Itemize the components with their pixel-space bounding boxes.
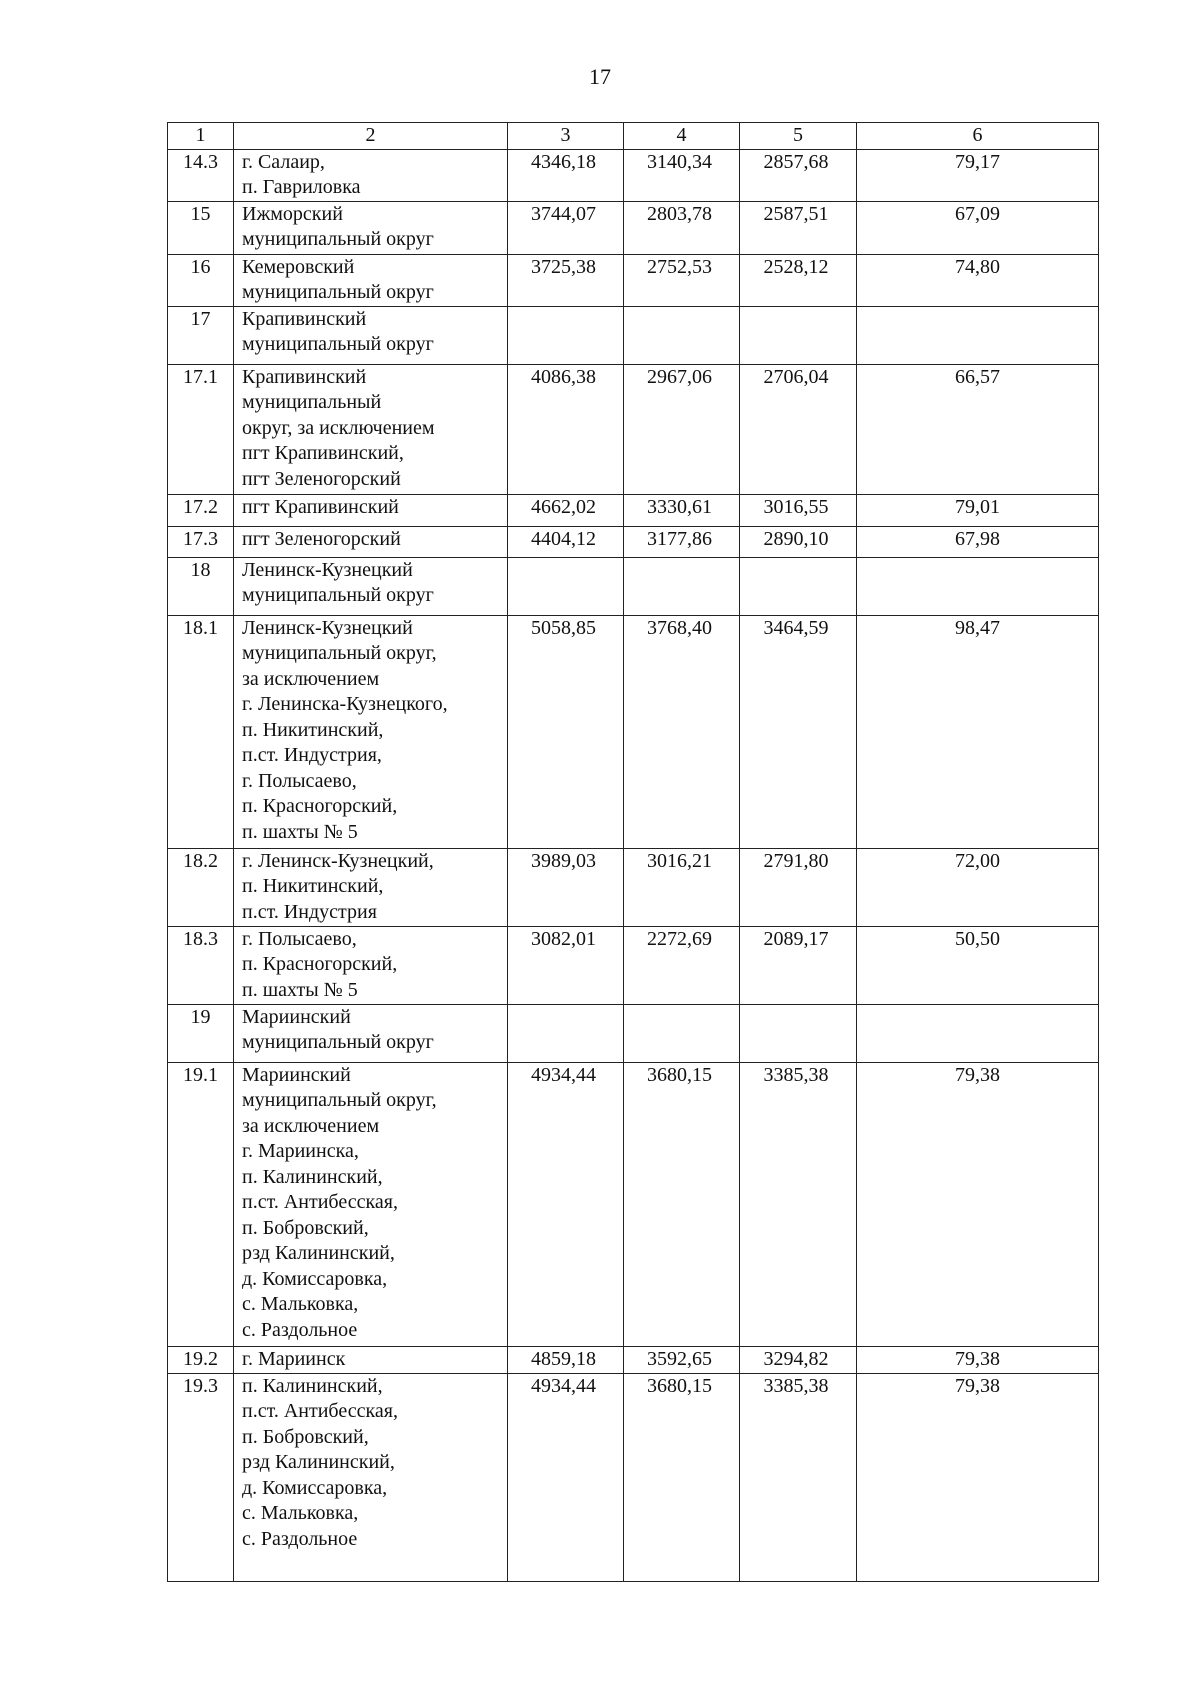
territory-name-cell <box>234 926 508 1004</box>
territory-name-line: с. Раздольное <box>242 1527 358 1550</box>
value-cell-c4 <box>624 1004 740 1062</box>
territory-name-line: п. Калининский, <box>242 1374 383 1397</box>
table-row <box>168 1062 1099 1346</box>
value-cell-c6 <box>857 306 1099 364</box>
territory-name-line: Ленинск-Кузнецкий <box>242 558 413 581</box>
tariff-table <box>167 122 1099 1582</box>
territory-name-line: пгт Крапивинский <box>242 495 399 518</box>
territory-name-cell <box>234 1062 508 1346</box>
value-cell-c4: 3140,34 <box>624 149 740 201</box>
value-cell-c4: 2752,53 <box>624 254 740 306</box>
value-cell-c3: 3744,07 <box>508 201 624 254</box>
row-number-cell: 16 <box>168 254 234 306</box>
value-cell-c5 <box>740 306 857 364</box>
territory-name-cell <box>234 149 508 201</box>
territory-name-line: г. Салаир, <box>242 150 325 173</box>
territory-name-cell <box>234 201 508 254</box>
value-cell-c4: 3768,40 <box>624 615 740 848</box>
value-cell-c5 <box>740 557 857 615</box>
table-row <box>168 1004 1099 1062</box>
territory-name-line: п. Никитинский, <box>242 875 384 897</box>
row-number-cell: 18.3 <box>168 926 234 1004</box>
value-cell-c6 <box>857 1004 1099 1062</box>
table-row <box>168 557 1099 615</box>
value-cell-c5: 2706,04 <box>740 364 857 494</box>
territory-name-line: Кемеровский <box>242 255 355 278</box>
row-number-cell: 19.1 <box>168 1062 234 1346</box>
territory-name-line: Крапивинский <box>242 365 367 388</box>
territory-name-line: п. шахты № 5 <box>242 820 358 843</box>
value-cell-c3 <box>508 557 624 615</box>
value-cell-c6: 79,01 <box>857 494 1099 526</box>
value-cell-c5: 2089,17 <box>740 926 857 1004</box>
territory-name-line: д. Комиссаровка, <box>242 1267 388 1290</box>
value-cell-c4: 3680,15 <box>624 1373 740 1581</box>
territory-name-line: Мариинский <box>242 1005 351 1028</box>
header-cell-4: 4 <box>624 123 740 150</box>
table-row <box>168 201 1099 254</box>
value-cell-c3: 4346,18 <box>508 149 624 201</box>
table-row <box>168 526 1099 557</box>
value-cell-c4: 3592,65 <box>624 1346 740 1373</box>
territory-name-line: п. Красногорский, <box>242 795 398 817</box>
territory-name-cell <box>234 557 508 615</box>
territory-name-cell <box>234 1346 508 1373</box>
territory-name-line: п.ст. Антибесская, <box>242 1400 398 1422</box>
territory-name-line: пгт Крапивинский, <box>242 442 404 464</box>
territory-name-line: п.ст. Индустрия <box>242 900 377 923</box>
header-cell-2: 2 <box>234 123 508 150</box>
value-cell-c3: 4404,12 <box>508 526 624 557</box>
table-row <box>168 1346 1099 1373</box>
row-number-cell: 18.1 <box>168 615 234 848</box>
value-cell-c5: 2528,12 <box>740 254 857 306</box>
territory-name-line: с. Раздольное <box>242 1318 358 1341</box>
table-row <box>168 494 1099 526</box>
territory-name-line: округ, за исключением <box>242 416 435 439</box>
territory-name-line: п. Калининский, <box>242 1165 383 1188</box>
value-cell-c4: 3177,86 <box>624 526 740 557</box>
value-cell-c3: 4859,18 <box>508 1346 624 1373</box>
territory-name-line: за исключением <box>242 667 380 690</box>
territory-name-line: муниципальный округ, <box>242 642 437 664</box>
header-cell-6: 6 <box>857 123 1099 150</box>
territory-name-line: п. Бобровский, <box>242 1425 369 1448</box>
territory-name-line: п. Гавриловка <box>242 176 361 198</box>
value-cell-c5: 3385,38 <box>740 1373 857 1581</box>
table-row <box>168 149 1099 201</box>
value-cell-c5: 3464,59 <box>740 615 857 848</box>
table-body <box>168 123 1099 1582</box>
value-cell-c6: 72,00 <box>857 848 1099 926</box>
value-cell-c5: 2890,10 <box>740 526 857 557</box>
territory-name-line: муниципальный округ <box>242 584 434 606</box>
row-number-cell: 14.3 <box>168 149 234 201</box>
territory-name-line: муниципальный округ <box>242 228 434 250</box>
territory-name-line: за исключением <box>242 1114 380 1137</box>
value-cell-c3: 4662,02 <box>508 494 624 526</box>
value-cell-c5: 3016,55 <box>740 494 857 526</box>
territory-name-line: Ижморский <box>242 202 343 225</box>
row-number-cell: 19.2 <box>168 1346 234 1373</box>
value-cell-c4: 2803,78 <box>624 201 740 254</box>
table-row <box>168 364 1099 494</box>
territory-name-line: г. Ленинска-Кузнецкого, <box>242 693 448 715</box>
table-header-row <box>168 123 1099 150</box>
value-cell-c4: 3330,61 <box>624 494 740 526</box>
table-row <box>168 615 1099 848</box>
territory-name-line: муниципальный округ <box>242 1031 434 1053</box>
page-number: 17 <box>589 64 611 89</box>
value-cell-c6: 98,47 <box>857 615 1099 848</box>
value-cell-c3: 3989,03 <box>508 848 624 926</box>
territory-name-cell <box>234 1373 508 1581</box>
header-cell-1: 1 <box>168 123 234 150</box>
value-cell-c4: 3016,21 <box>624 848 740 926</box>
territory-name-line: пгт Зеленогорский <box>242 527 401 550</box>
territory-name-cell <box>234 848 508 926</box>
table-row <box>168 848 1099 926</box>
territory-name-line: п. Красногорский, <box>242 953 398 975</box>
row-number-cell: 17.1 <box>168 364 234 494</box>
value-cell-c4: 2272,69 <box>624 926 740 1004</box>
value-cell-c5: 2857,68 <box>740 149 857 201</box>
territory-name-line: муниципальный округ <box>242 333 434 355</box>
row-number-cell: 15 <box>168 201 234 254</box>
territory-name-line: с. Мальковка, <box>242 1293 359 1315</box>
table-row <box>168 1373 1099 1581</box>
territory-name-line: пгт Зеленогорский <box>242 467 401 490</box>
value-cell-c6: 79,17 <box>857 149 1099 201</box>
value-cell-c4 <box>624 306 740 364</box>
value-cell-c5: 2791,80 <box>740 848 857 926</box>
territory-name-line: г. Мариинска, <box>242 1140 359 1162</box>
value-cell-c6 <box>857 557 1099 615</box>
row-number-cell: 18 <box>168 557 234 615</box>
territory-name-line: п. Никитинский, <box>242 718 384 741</box>
table-row <box>168 926 1099 1004</box>
header-cell-5: 5 <box>740 123 857 150</box>
value-cell-c6: 67,09 <box>857 201 1099 254</box>
territory-name-line: п. шахты № 5 <box>242 978 358 1001</box>
value-cell-c6: 79,38 <box>857 1373 1099 1581</box>
table-row <box>168 306 1099 364</box>
value-cell-c4: 2967,06 <box>624 364 740 494</box>
value-cell-c5: 3294,82 <box>740 1346 857 1373</box>
value-cell-c3: 4086,38 <box>508 364 624 494</box>
territory-name-line: г. Мариинск <box>242 1347 346 1370</box>
territory-name-line: п. Бобровский, <box>242 1216 369 1239</box>
territory-name-line: п.ст. Индустрия, <box>242 744 382 766</box>
territory-name-cell <box>234 364 508 494</box>
row-number-cell: 17 <box>168 306 234 364</box>
value-cell-c3: 4934,44 <box>508 1373 624 1581</box>
territory-name-line: Ленинск-Кузнецкий <box>242 616 413 639</box>
value-cell-c6: 66,57 <box>857 364 1099 494</box>
territory-name-cell <box>234 306 508 364</box>
value-cell-c4 <box>624 557 740 615</box>
territory-name-line: Мариинский <box>242 1063 351 1086</box>
territory-name-line: д. Комиссаровка, <box>242 1476 388 1499</box>
territory-name-line: муниципальный <box>242 391 382 413</box>
territory-name-line: рзд Калининский, <box>242 1242 395 1264</box>
value-cell-c3: 3082,01 <box>508 926 624 1004</box>
value-cell-c5: 2587,51 <box>740 201 857 254</box>
territory-name-cell <box>234 1004 508 1062</box>
territory-name-cell <box>234 615 508 848</box>
value-cell-c5: 3385,38 <box>740 1062 857 1346</box>
territory-name-line: с. Мальковка, <box>242 1502 359 1524</box>
territory-name-line: г. Ленинск-Кузнецкий, <box>242 849 434 872</box>
row-number-cell: 18.2 <box>168 848 234 926</box>
table-row <box>168 254 1099 306</box>
value-cell-c6: 79,38 <box>857 1062 1099 1346</box>
territory-name-cell <box>234 526 508 557</box>
territory-name-line: п.ст. Антибесская, <box>242 1191 398 1213</box>
value-cell-c3 <box>508 306 624 364</box>
row-number-cell: 17.3 <box>168 526 234 557</box>
value-cell-c3: 4934,44 <box>508 1062 624 1346</box>
value-cell-c3: 3725,38 <box>508 254 624 306</box>
row-number-cell: 19.3 <box>168 1373 234 1581</box>
row-number-cell: 17.2 <box>168 494 234 526</box>
value-cell-c3 <box>508 1004 624 1062</box>
territory-name-cell <box>234 494 508 526</box>
territory-name-cell <box>234 254 508 306</box>
row-number-cell: 19 <box>168 1004 234 1062</box>
value-cell-c6: 79,38 <box>857 1346 1099 1373</box>
value-cell-c6: 67,98 <box>857 526 1099 557</box>
territory-name-line: муниципальный округ, <box>242 1089 437 1111</box>
territory-name-line: г. Полысаево, <box>242 927 357 950</box>
value-cell-c3: 5058,85 <box>508 615 624 848</box>
value-cell-c6: 50,50 <box>857 926 1099 1004</box>
value-cell-c4: 3680,15 <box>624 1062 740 1346</box>
header-cell-3: 3 <box>508 123 624 150</box>
territory-name-line: муниципальный округ <box>242 281 434 303</box>
territory-name-line: г. Полысаево, <box>242 769 357 792</box>
territory-name-line: рзд Калининский, <box>242 1451 395 1473</box>
value-cell-c6: 74,80 <box>857 254 1099 306</box>
value-cell-c5 <box>740 1004 857 1062</box>
territory-name-line: Крапивинский <box>242 307 367 330</box>
